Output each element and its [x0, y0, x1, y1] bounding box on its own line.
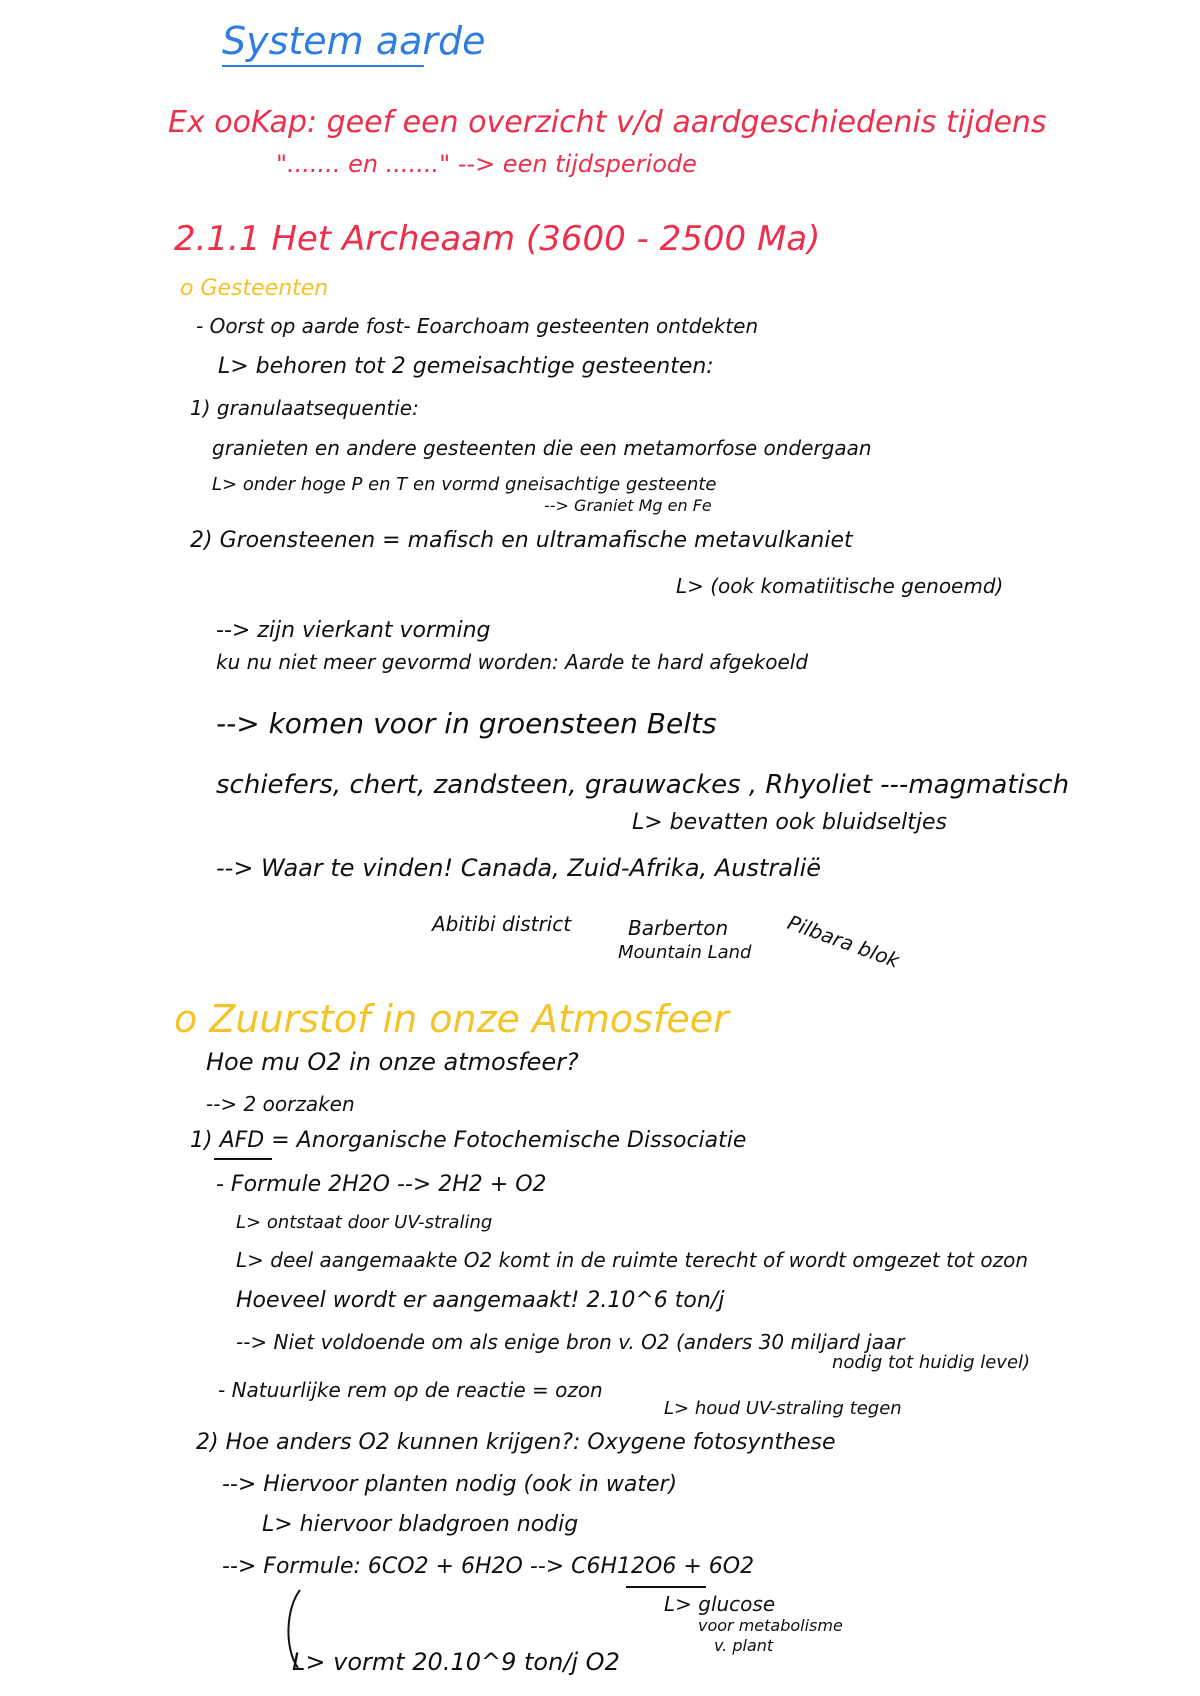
note-line: Hoe mu O2 in onze atmosfeer?: [206, 1048, 579, 1076]
note-line: schiefers, chert, zandsteen, grauwackes , Rhyoliet ---magmatisch: [216, 770, 1070, 800]
note-line: nodig tot huidig level): [832, 1352, 1031, 1373]
note-line: L> onder hoge P en T en vormd gneisachtige gesteente: [212, 474, 717, 495]
note-line: - Natuurlijke rem op de reactie = ozon: [218, 1378, 603, 1402]
note-line: L> deel aangemaakte O2 komt in de ruimte terecht of wordt omgezet tot ozon: [236, 1248, 1028, 1272]
location-label: Abitibi district: [432, 912, 572, 936]
note-line: L> bevatten ook bluidseltjes: [632, 810, 948, 835]
note-line: granieten en andere gesteenten die een metamorfose ondergaan: [212, 436, 872, 460]
note-line: --> 2 oorzaken: [206, 1092, 355, 1116]
note-line: --> zijn vierkant vorming: [216, 618, 491, 643]
note-line: 1) AFD = Anorganische Fotochemische Dissociatie: [190, 1128, 747, 1153]
afd-underline: [214, 1158, 272, 1160]
note-line: 1) granulaatsequentie:: [190, 396, 419, 420]
note-line: L> hiervoor bladgroen nodig: [262, 1512, 579, 1537]
note-line: 2) Hoe anders O2 kunnen krijgen?: Oxygene fotosynthese: [196, 1430, 836, 1455]
note-line: --> Waar te vinden! Canada, Zuid-Afrika, Australië: [216, 854, 822, 882]
note-line: v. plant: [714, 1636, 774, 1655]
note-line: L> glucose: [664, 1592, 776, 1616]
note-line: 2) Groensteenen = mafisch en ultramafische metavulkaniet: [190, 528, 853, 553]
section-heading-archeaam: 2.1.1 Het Archeaam (3600 - 2500 Ma): [174, 219, 821, 259]
note-line: L> vormt 20.10^9 ton/j O2: [292, 1648, 620, 1676]
note-line: voor metabolisme: [698, 1616, 843, 1635]
note-line: - Oorst op aarde fost- Eoarchoam gesteenten ontdekten: [196, 314, 759, 338]
note-line: L> ontstaat door UV-straling: [236, 1212, 493, 1233]
note-line: L> houd UV-straling tegen: [664, 1398, 902, 1419]
note-line: ku nu niet meer gevormd worden: Aarde te hard afgekoeld: [216, 650, 809, 674]
note-line: L> (ook komatiitische genoemd): [676, 574, 1004, 598]
note-line: --> Formule: 6CO2 + 6H2O --> C6H12O6 + 6O2: [222, 1554, 755, 1579]
page-title: System aarde: [222, 19, 486, 63]
location-label: Mountain Land: [618, 942, 752, 963]
note-line: --> Hiervoor planten nodig (ook in water): [222, 1472, 678, 1497]
subheading-gesteenten: o Gesteenten: [180, 276, 329, 301]
note-line: L> behoren tot 2 gemeisachtige gesteenten:: [218, 354, 714, 379]
location-label: Pilbara blok: [784, 910, 903, 973]
section-heading-zuurstof: o Zuurstof in onze Atmosfeer: [174, 997, 729, 1041]
note-line: --> komen voor in groensteen Belts: [216, 707, 717, 740]
note-line: - Formule 2H2O --> 2H2 + O2: [216, 1172, 547, 1197]
note-annotation: --> Graniet Mg en Fe: [544, 496, 712, 515]
note-line: --> Niet voldoende om als enige bron v. O2 (anders 30 miljard jaar: [236, 1330, 905, 1354]
intro-line-2: "....... en ......." --> een tijdsperiode: [276, 150, 697, 178]
formula-underline: [626, 1586, 706, 1588]
intro-line-1: Ex ooKap: geef een overzicht v/d aardgeschiedenis tijdens: [168, 105, 1047, 140]
location-label: Barberton: [628, 916, 729, 940]
note-line: Hoeveel wordt er aangemaakt! 2.10^6 ton/j: [236, 1288, 725, 1313]
title-underline: [222, 65, 424, 67]
